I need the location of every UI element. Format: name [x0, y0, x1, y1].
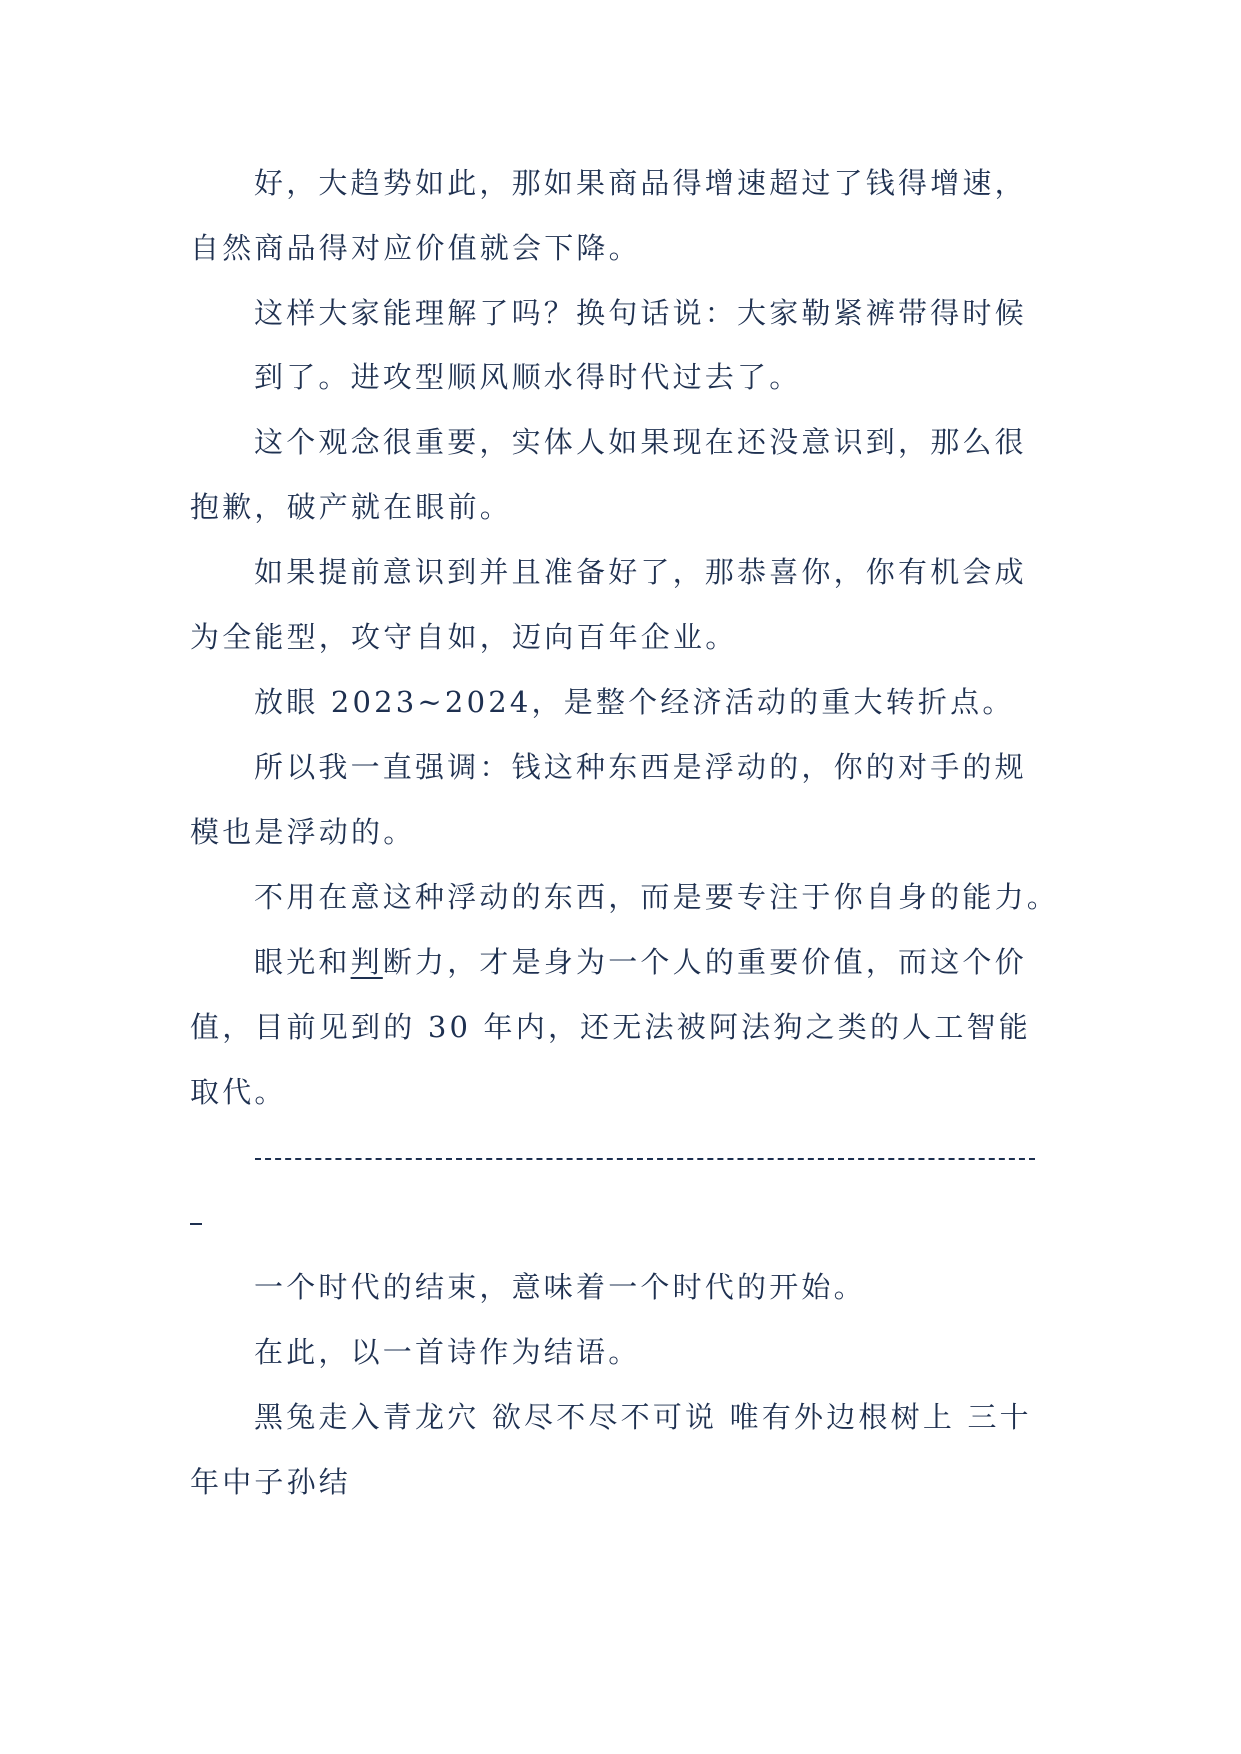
separator-tail: [190, 1223, 202, 1225]
paragraph-line: 抱歉，破产就在眼前。: [190, 490, 513, 524]
paragraph-line: 模也是浮动的。: [190, 815, 416, 849]
paragraph-line: 为全能型，攻守自如，迈向百年企业。: [190, 620, 738, 654]
poem-line: 黑兔走入青龙穴 欲尽不尽不可说 唯有外边根树上 三十: [254, 1400, 1032, 1434]
paragraph-line: 在此，以一首诗作为结语。: [254, 1335, 641, 1369]
line-text: 断力，才是身为一个人的重要价值，而这个价: [382, 945, 1027, 979]
paragraph-line: 一个时代的结束，意味着一个时代的开始。: [254, 1270, 866, 1304]
paragraph-line: 这样大家能理解了吗？换句话说：大家勒紧裤带得时候: [254, 296, 1027, 330]
dashed-separator: [255, 1158, 1035, 1160]
paragraph-line: 好，大趋势如此，那如果商品得增速超过了钱得增速，: [254, 166, 1027, 200]
line-text: 眼光和: [254, 945, 351, 979]
paragraph-line: 自然商品得对应价值就会下降。: [190, 231, 641, 265]
paragraph-line: 取代。: [190, 1075, 287, 1109]
paragraph-line: 到了。进攻型顺风顺水得时代过去了。: [254, 360, 802, 394]
paragraph-line: 所以我一直强调：钱这种东西是浮动的，你的对手的规: [254, 750, 1027, 784]
paragraph-line: 放眼 2023~2024，是整个经济活动的重大转折点。: [254, 685, 1015, 719]
paragraph-line: 这个观念很重要，实体人如果现在还没意识到，那么很: [254, 425, 1027, 459]
poem-line: 年中子孙结: [190, 1465, 352, 1499]
paragraph-line: 如果提前意识到并且准备好了，那恭喜你，你有机会成: [254, 555, 1027, 589]
paragraph-line: 值，目前见到的 30 年内，还无法被阿法狗之类的人工智能: [190, 1010, 1031, 1044]
underlined-char: 判: [350, 945, 383, 979]
paragraph-line: 不用在意这种浮动的东西，而是要专注于你自身的能力。: [254, 880, 1060, 914]
paragraph-line: [254, 942, 1027, 982]
